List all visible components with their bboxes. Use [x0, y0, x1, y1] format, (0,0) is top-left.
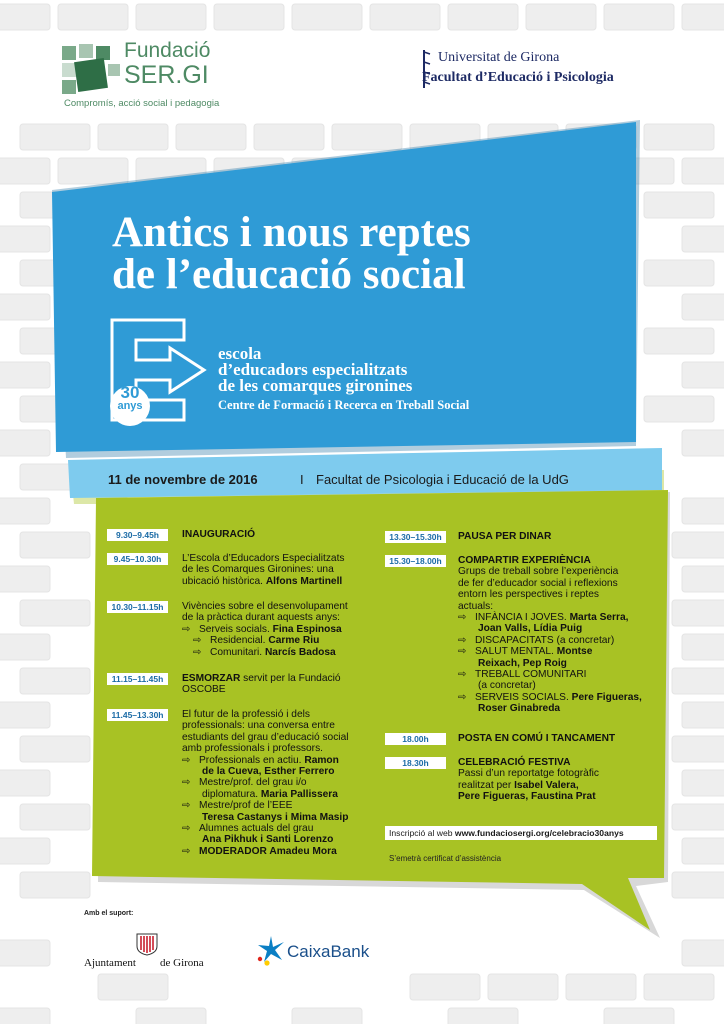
session-text: TREBALL COMUNITARI [475, 669, 587, 681]
session-title: POSTA EN COMÚ I TANCAMENT [458, 733, 616, 744]
time-slot: 18.30h [385, 757, 446, 769]
session-text: Comunitari. [210, 646, 263, 658]
time-slot: 9.30–9.45h [107, 529, 168, 541]
session-text: estudiants del grau d’educació social [182, 731, 349, 743]
session-text: Professionals en actiu. [199, 754, 302, 766]
speaker-name: Fina Espinosa [272, 623, 342, 635]
speaker-name: Ramon [304, 754, 339, 766]
session-text: DISCAPACITATS (a concretar) [475, 634, 615, 646]
girona-shield-icon [134, 932, 160, 956]
session-title: PAUSA PER DINAR [458, 531, 552, 542]
arrow-right-icon: ⇨ [182, 777, 191, 789]
support-label: Amb el suport: [84, 910, 134, 917]
fundacio-sergi-logo-icon [62, 44, 122, 96]
udg-faculty: Facultat d’Educació i Psicologia [422, 70, 614, 85]
speaker-name: Pere Figueras, Faustina Prat [458, 791, 596, 803]
time-slot: 10.30–11.15h [107, 601, 168, 613]
session-title: INAUGURACIÓ [182, 529, 256, 540]
session-title: COMPARTIR EXPERIÈNCIA [458, 555, 591, 566]
session-text: L’Escola d’Educadors Especialitzats [182, 553, 345, 564]
arrow-right-icon: ⇨ [193, 635, 202, 647]
speaker-name: Roser Ginabreda [478, 703, 561, 715]
inscription-box [385, 826, 657, 840]
session-text: de fer d’educador social i reflexions [458, 577, 618, 589]
session-text: OSCOBE [182, 684, 226, 696]
badge-word: anys [117, 400, 143, 412]
speaker-name: Maria Pallissera [260, 788, 338, 800]
escola-line2: d’educadors especialitzats [218, 360, 408, 379]
session-text: Mestre/prof de l’EEE [199, 800, 293, 812]
session-text: SALUT MENTAL. [475, 646, 554, 658]
session-text: entorn les perspectives i reptes [458, 589, 599, 601]
time-slot: 18.00h [385, 733, 446, 745]
caixabank-star-icon [256, 934, 286, 968]
centre-formacio: Centre de Formació i Recerca en Treball Social [218, 398, 470, 412]
poster-title-line1: Antics i nous reptes [112, 209, 471, 256]
certificate-note: S’emetrà certificat d’assistència [389, 854, 502, 863]
time-slot: 9.45–10.30h [107, 553, 168, 565]
girona-name: de Girona [160, 957, 204, 969]
speaker-name: Montse [556, 646, 593, 658]
ajuntament-name: Ajuntament [84, 957, 136, 969]
arrow-right-icon: ⇨ [182, 845, 191, 857]
arrow-right-icon: ⇨ [182, 623, 191, 635]
session-text: SERVEIS SOCIALS. [475, 691, 569, 703]
speaker-name: MODERADOR Amadeu Mora [199, 845, 337, 857]
event-date: 11 de novembre de 2016 [108, 472, 258, 487]
speaker-name: Alfons Martinell [265, 575, 343, 587]
arrow-right-icon: ⇨ [182, 754, 191, 766]
fundacio-tagline: Compromís, acció social i pedagogia [64, 98, 220, 109]
arrow-right-icon: ⇨ [458, 634, 467, 646]
session-text: INFÀNCIA I JOVES. [475, 612, 567, 624]
speaker-name: Pere Figueras, [571, 691, 642, 703]
time-slot: 13.30–15.30h [385, 531, 446, 543]
time-slot: 11.15–11.45h [107, 673, 168, 685]
speaker-name: de la Cueva, Esther Ferrero [202, 766, 335, 778]
session-text: Residencial. [210, 635, 266, 647]
event-venue: Facultat de Psicologia i Educació de la UdG [316, 472, 569, 487]
time-slot: 15.30–18.00h [385, 555, 446, 567]
session-text: realitzat per [458, 779, 512, 791]
speaker-name: Marta Serra, [569, 612, 629, 624]
arrow-right-icon: ⇨ [458, 646, 467, 658]
session-text: Mestre/prof. del grau i/o [199, 777, 307, 789]
session-text: (a concretar) [478, 680, 536, 692]
session-text: diplomatura. [202, 788, 259, 800]
session-text: El futur de la professió i dels [182, 709, 310, 720]
speaker-name: Narcís Badosa [264, 646, 336, 658]
inscription-label: Inscripció al web [389, 828, 453, 838]
session-title: CELEBRACIÓ FESTIVA [458, 757, 571, 768]
sergi-name: SER.GI [124, 61, 209, 89]
session-text: de les Comarques Gironines: una [182, 564, 334, 576]
escola-line3: de les comarques gironines [218, 376, 413, 395]
speaker-name: Joan Valls, Lídia Puig [478, 623, 583, 635]
speaker-name: Isabel Valera, [514, 779, 579, 791]
session-text: de la pràctica durant aquests anys: [182, 612, 341, 624]
session-text: actuals: [458, 600, 494, 612]
session-text: ubicació històrica. [182, 575, 263, 587]
session-text: Alumnes actuals del grau [199, 823, 314, 835]
session-text: servit per la Fundació [243, 673, 341, 684]
poster-title-line2: de l’educació social [112, 251, 466, 298]
badge-number: 30 [120, 383, 140, 402]
session-title: ESMORZAR [182, 673, 241, 684]
fundacio-name: Fundació [124, 39, 211, 62]
session-text: amb professionals i professors. [182, 743, 323, 755]
session-text: Vivències sobre el desenvolupament [182, 601, 348, 612]
arrow-right-icon: ⇨ [458, 669, 467, 681]
session-text: Serveis socials. [199, 623, 270, 635]
arrow-right-icon: ⇨ [193, 646, 202, 658]
speaker-name: Reixach, Pep Roig [478, 657, 567, 669]
inscription-link[interactable]: www.fundaciosergi.org/celebracio30anys [454, 828, 624, 838]
session-text: professionals: una conversa entre [182, 720, 335, 732]
arrow-right-icon: ⇨ [458, 612, 467, 624]
session-text: Passi d’un reportatge fotogràfic [458, 768, 600, 780]
escola-line1: escola [218, 344, 262, 363]
time-slot: 11.45–13.30h [107, 709, 168, 721]
speaker-name: Teresa Castanys i Mima Masip [202, 811, 349, 823]
speaker-name: Carme Riu [268, 635, 320, 647]
udg-university: Universitat de Girona [438, 50, 560, 65]
arrow-right-icon: ⇨ [182, 823, 191, 835]
date-separator: I [300, 472, 304, 487]
arrow-right-icon: ⇨ [458, 691, 467, 703]
arrow-right-icon: ⇨ [182, 800, 191, 812]
speaker-name: Ana Pikhuk i Santi Lorenzo [202, 834, 334, 846]
session-text: Grups de treball sobre l’experiència [458, 566, 619, 578]
caixabank-name: CaixaBank [287, 942, 370, 961]
